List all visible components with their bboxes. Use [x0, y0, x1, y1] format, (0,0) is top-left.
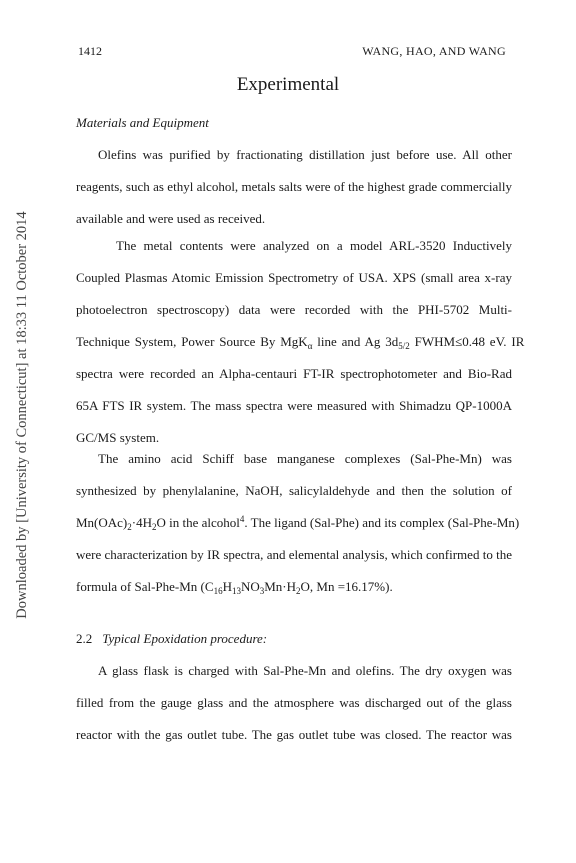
section-title: Experimental: [236, 74, 340, 95]
text-run: FWHM≤0.48 eV. IR: [409, 334, 525, 349]
subsection-title: Typical Epoxidation procedure:: [102, 631, 268, 646]
text-line: spectra were recorded an Alpha-centauri FT-IR spectrophotometer and Bio-Rad: [76, 366, 512, 381]
running-head: WANG, HAO, AND WANG: [362, 44, 506, 58]
paragraph-metal-contents: [76, 230, 525, 454]
text-line: Coupled Plasmas Atomic Emission Spectrometry of USA. XPS (small area x-ray: [76, 270, 512, 285]
text-run: Mn(OAc): [76, 515, 128, 530]
text-line: reagents, such as ethyl alcohol, metals salts were of the highest grade commercially: [76, 179, 512, 194]
paragraph-olefins: [76, 139, 512, 235]
text-line: A glass flask is charged with Sal-Phe-Mn and olefins. The dry oxygen was: [98, 663, 512, 678]
subscript: α: [307, 341, 313, 351]
paragraph-epoxidation: [76, 655, 512, 751]
text-run: O, Mn =16.17%).: [300, 579, 393, 594]
superscript: 4: [239, 514, 245, 524]
text-line: 65A FTS IR system. The mass spectra were measured with Shimadzu QP-1000A: [76, 398, 512, 413]
subscript: 13: [231, 586, 241, 596]
text-run: H: [222, 579, 232, 594]
subsection-heading-materials: Materials and Equipment: [76, 115, 209, 130]
text-line: Olefins was purified by fractionating distillation just before use. All other: [98, 147, 512, 162]
text-run: . The ligand (Sal-Phe) and its complex (Sal-Phe-Mn): [244, 515, 520, 530]
text-line: [76, 326, 525, 358]
subscript: 2: [296, 586, 301, 596]
text-run: ·4H: [131, 515, 152, 530]
text-line: photoelectron spectroscopy) data were recorded with the PHI-5702 Multi-: [76, 302, 512, 317]
paragraph-schiff-base: [76, 443, 520, 603]
subscript: 2: [151, 522, 157, 532]
text-run: NO: [240, 579, 260, 594]
subscript: 5/2: [398, 341, 410, 351]
text-line: The amino acid Schiff base manganese complexes (Sal-Phe-Mn) was: [98, 451, 512, 466]
text-line: GC/MS system.: [76, 430, 160, 445]
text-run: O in the alcohol: [156, 515, 240, 530]
text-run: Mn·H: [264, 579, 297, 594]
text-line: [76, 507, 520, 539]
text-line: The metal contents were analyzed on a model ARL-3520 Inductively: [116, 238, 512, 253]
subsection-number: 2.2: [76, 631, 93, 646]
text-line: [76, 571, 512, 603]
subsection-heading-epoxidation: [76, 631, 267, 647]
text-run: formula of Sal-Phe-Mn (C: [76, 579, 214, 594]
page-number: 1412: [78, 44, 102, 58]
text-line: were characterization by IR spectra, and elemental analysis, which confirmed to the: [76, 547, 512, 562]
text-run: Technique System, Power Source By MgK: [76, 334, 308, 349]
text-line: synthesized by phenylalanine, NaOH, salicylaldehyde and then the solution of: [76, 483, 512, 498]
subscript: 2: [127, 522, 132, 532]
text-line: available and were used as received.: [76, 211, 266, 226]
text-line: reactor with the gas outlet tube. The gas outlet tube was closed. The reactor was: [76, 727, 512, 742]
text-line: filled from the gauge glass and the atmosphere was discharged out of the glass: [76, 695, 512, 710]
text-run: line and Ag 3d: [312, 334, 399, 349]
subscript: 16: [213, 586, 223, 596]
download-watermark: Downloaded by [University of Connecticut] at 18:33 11 October 2014: [14, 211, 30, 619]
subscript: 3: [259, 586, 265, 596]
